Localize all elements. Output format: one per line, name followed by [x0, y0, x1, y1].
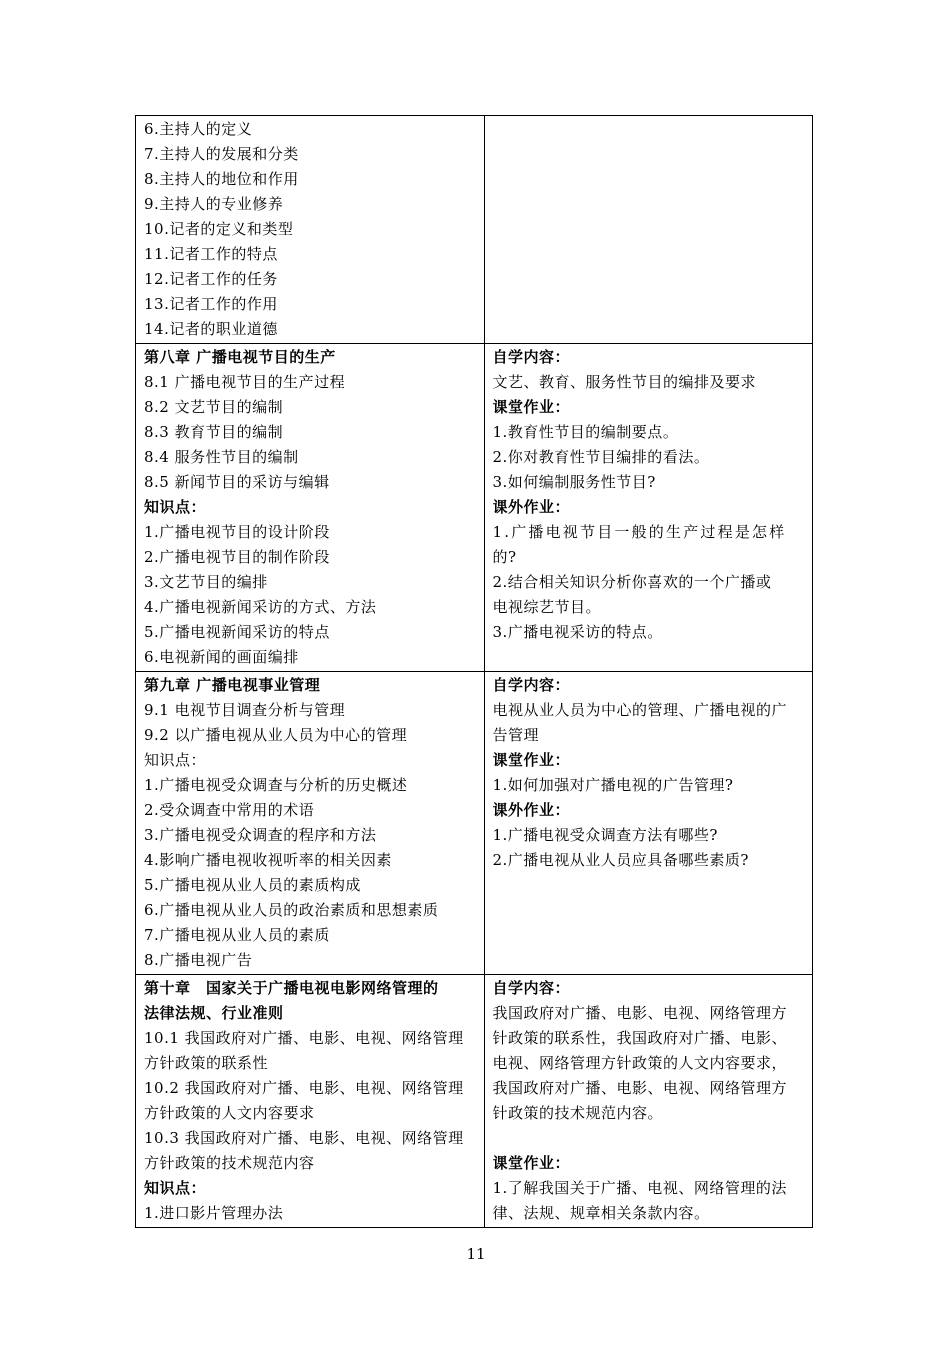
- content-line: 3.广播电视受众调查的程序和方法: [144, 826, 377, 844]
- section-heading: 课外作业：: [492, 498, 571, 516]
- content-line: 方针政策的联系性: [144, 1054, 269, 1072]
- content-line: 2.广播电视从业人员应具备哪些素质?: [492, 851, 749, 869]
- content-line: 5.广播电视新闻采访的特点: [144, 623, 330, 641]
- content-line: 10.记者的定义和类型: [144, 220, 294, 238]
- content-line: 13.记者工作的作用: [144, 295, 278, 313]
- section-heading: 自学内容：: [492, 348, 571, 366]
- content-line: 9.1 电视节目调查分析与管理: [144, 701, 346, 719]
- content-line: 我国政府对广播、电影、电视、网络管理方: [492, 1079, 788, 1097]
- chapter-content-cell: [136, 344, 485, 672]
- content-line: 8.1 广播电视节目的生产过程: [144, 373, 346, 391]
- page-number: 11: [466, 1245, 486, 1263]
- content-line: 10.1 我国政府对广播、电影、电视、网络管理: [144, 1029, 464, 1047]
- content-line: 8.2 文艺节目的编制: [144, 398, 284, 416]
- content-line: 7.广播电视从业人员的素质: [144, 926, 330, 944]
- syllabus-table: [135, 115, 813, 1228]
- section-heading: 知识点：: [144, 1179, 207, 1197]
- content-line: 3.如何编制服务性节目?: [492, 473, 656, 491]
- content-line: 方针政策的人文内容要求: [144, 1104, 315, 1122]
- content-line: 2.你对教育性节目编排的看法。: [492, 448, 710, 466]
- content-line: 1.如何加强对广播电视的广告管理?: [492, 776, 734, 794]
- content-line: 4.广播电视新闻采访的方式、方法: [144, 598, 377, 616]
- content-line: 2.受众调查中常用的术语: [144, 801, 315, 819]
- content-line: 针政策的技术规范内容。: [492, 1104, 664, 1122]
- chapter-content-cell: [136, 116, 485, 344]
- content-line: 1.进口影片管理办法: [144, 1204, 284, 1222]
- content-line: 电视、网络管理方针政策的人文内容要求，: [492, 1054, 788, 1072]
- assignment-cell: [484, 672, 813, 975]
- content-line: 6.广播电视从业人员的政治素质和思想素质: [144, 901, 439, 919]
- assignment-cell: [484, 344, 813, 672]
- content-line: 方针政策的技术规范内容: [144, 1154, 315, 1172]
- content-line: 10.3 我国政府对广播、电影、电视、网络管理: [144, 1129, 464, 1147]
- table-row: [136, 344, 813, 672]
- section-heading: 第九章 广播电视事业管理: [144, 676, 321, 694]
- content-line: 8.广播电视广告: [144, 951, 253, 969]
- content-line: 2.结合相关知识分析你喜欢的一个广播或: [492, 573, 772, 591]
- chapter-content-cell: [136, 672, 485, 975]
- content-line: 8.主持人的地位和作用: [144, 170, 299, 188]
- table-row: [136, 975, 813, 1228]
- content-line: 告管理: [492, 726, 540, 744]
- content-line: 1.广播电视节目的设计阶段: [144, 523, 330, 541]
- content-line: 5.广播电视从业人员的素质构成: [144, 876, 361, 894]
- section-heading: 课堂作业：: [492, 398, 571, 416]
- content-line: 电视从业人员为中心的管理、广播电视的广: [492, 701, 788, 719]
- content-line: 7.主持人的发展和分类: [144, 145, 299, 163]
- content-line: 4.影响广播电视收视听率的相关因素: [144, 851, 392, 869]
- section-heading: 自学内容：: [492, 676, 571, 694]
- content-line: 1.了解我国关于广播、电视、网络管理的法: [492, 1179, 787, 1197]
- content-line: 3.文艺节目的编排: [144, 573, 268, 591]
- content-line: 2.广播电视节目的制作阶段: [144, 548, 330, 566]
- table-row: [136, 116, 813, 344]
- content-line: 6.电视新闻的画面编排: [144, 648, 299, 666]
- content-line: 1.广播电视受众调查方法有哪些?: [492, 826, 718, 844]
- content-line: 9.2 以广播电视从业人员为中心的管理: [144, 726, 408, 744]
- content-line: 的?: [492, 548, 517, 566]
- section-heading: 知识点：: [144, 498, 207, 516]
- chapter-content-cell: [136, 975, 485, 1228]
- section-heading: 第八章 广播电视节目的生产: [144, 348, 336, 366]
- content-line: 8.4 服务性节目的编制: [144, 448, 299, 466]
- section-heading: 课堂作业：: [492, 751, 571, 769]
- content-line: 1.教育性节目的编制要点。: [492, 423, 679, 441]
- content-line: 律、法规、规章相关条款内容。: [492, 1204, 710, 1222]
- content-line: 14.记者的职业道德: [144, 320, 278, 338]
- section-heading: 法律法规、行业准则: [144, 1004, 284, 1022]
- assignment-cell: [484, 975, 813, 1228]
- content-line: 知识点：: [144, 751, 207, 769]
- section-heading: 课堂作业：: [492, 1154, 571, 1172]
- content-line: 12.记者工作的任务: [144, 270, 278, 288]
- section-heading: 第十章 国家关于广播电视电影网络管理的: [144, 979, 439, 997]
- content-line: 电视综艺节目。: [492, 598, 602, 616]
- assignment-cell: [484, 116, 813, 344]
- section-heading: 课外作业：: [492, 801, 571, 819]
- content-line: 10.2 我国政府对广播、电影、电视、网络管理: [144, 1079, 464, 1097]
- content-line: 1.广播电视受众调查与分析的历史概述: [144, 776, 408, 794]
- content-line: 11.记者工作的特点: [144, 245, 278, 263]
- content-line: 8.3 教育节目的编制: [144, 423, 284, 441]
- table-row: [136, 672, 813, 975]
- content-line: 9.主持人的专业修养: [144, 195, 284, 213]
- content-line: 3.广播电视采访的特点。: [492, 623, 663, 641]
- content-line: 6.主持人的定义: [144, 120, 253, 138]
- content-line: 针政策的联系性，我国政府对广播、电影、: [492, 1029, 788, 1047]
- content-line: 我国政府对广播、电影、电视、网络管理方: [492, 1004, 788, 1022]
- section-heading: 自学内容：: [492, 979, 571, 997]
- content-line: [493, 1126, 805, 1151]
- content-line: 文艺、教育、服务性节目的编排及要求: [492, 373, 757, 391]
- content-line: 8.5 新闻节目的采访与编辑: [144, 473, 330, 491]
- content-line: 1.广播电视节目一般的生产过程是怎样: [492, 523, 787, 541]
- syllabus-table-body: [136, 116, 813, 1228]
